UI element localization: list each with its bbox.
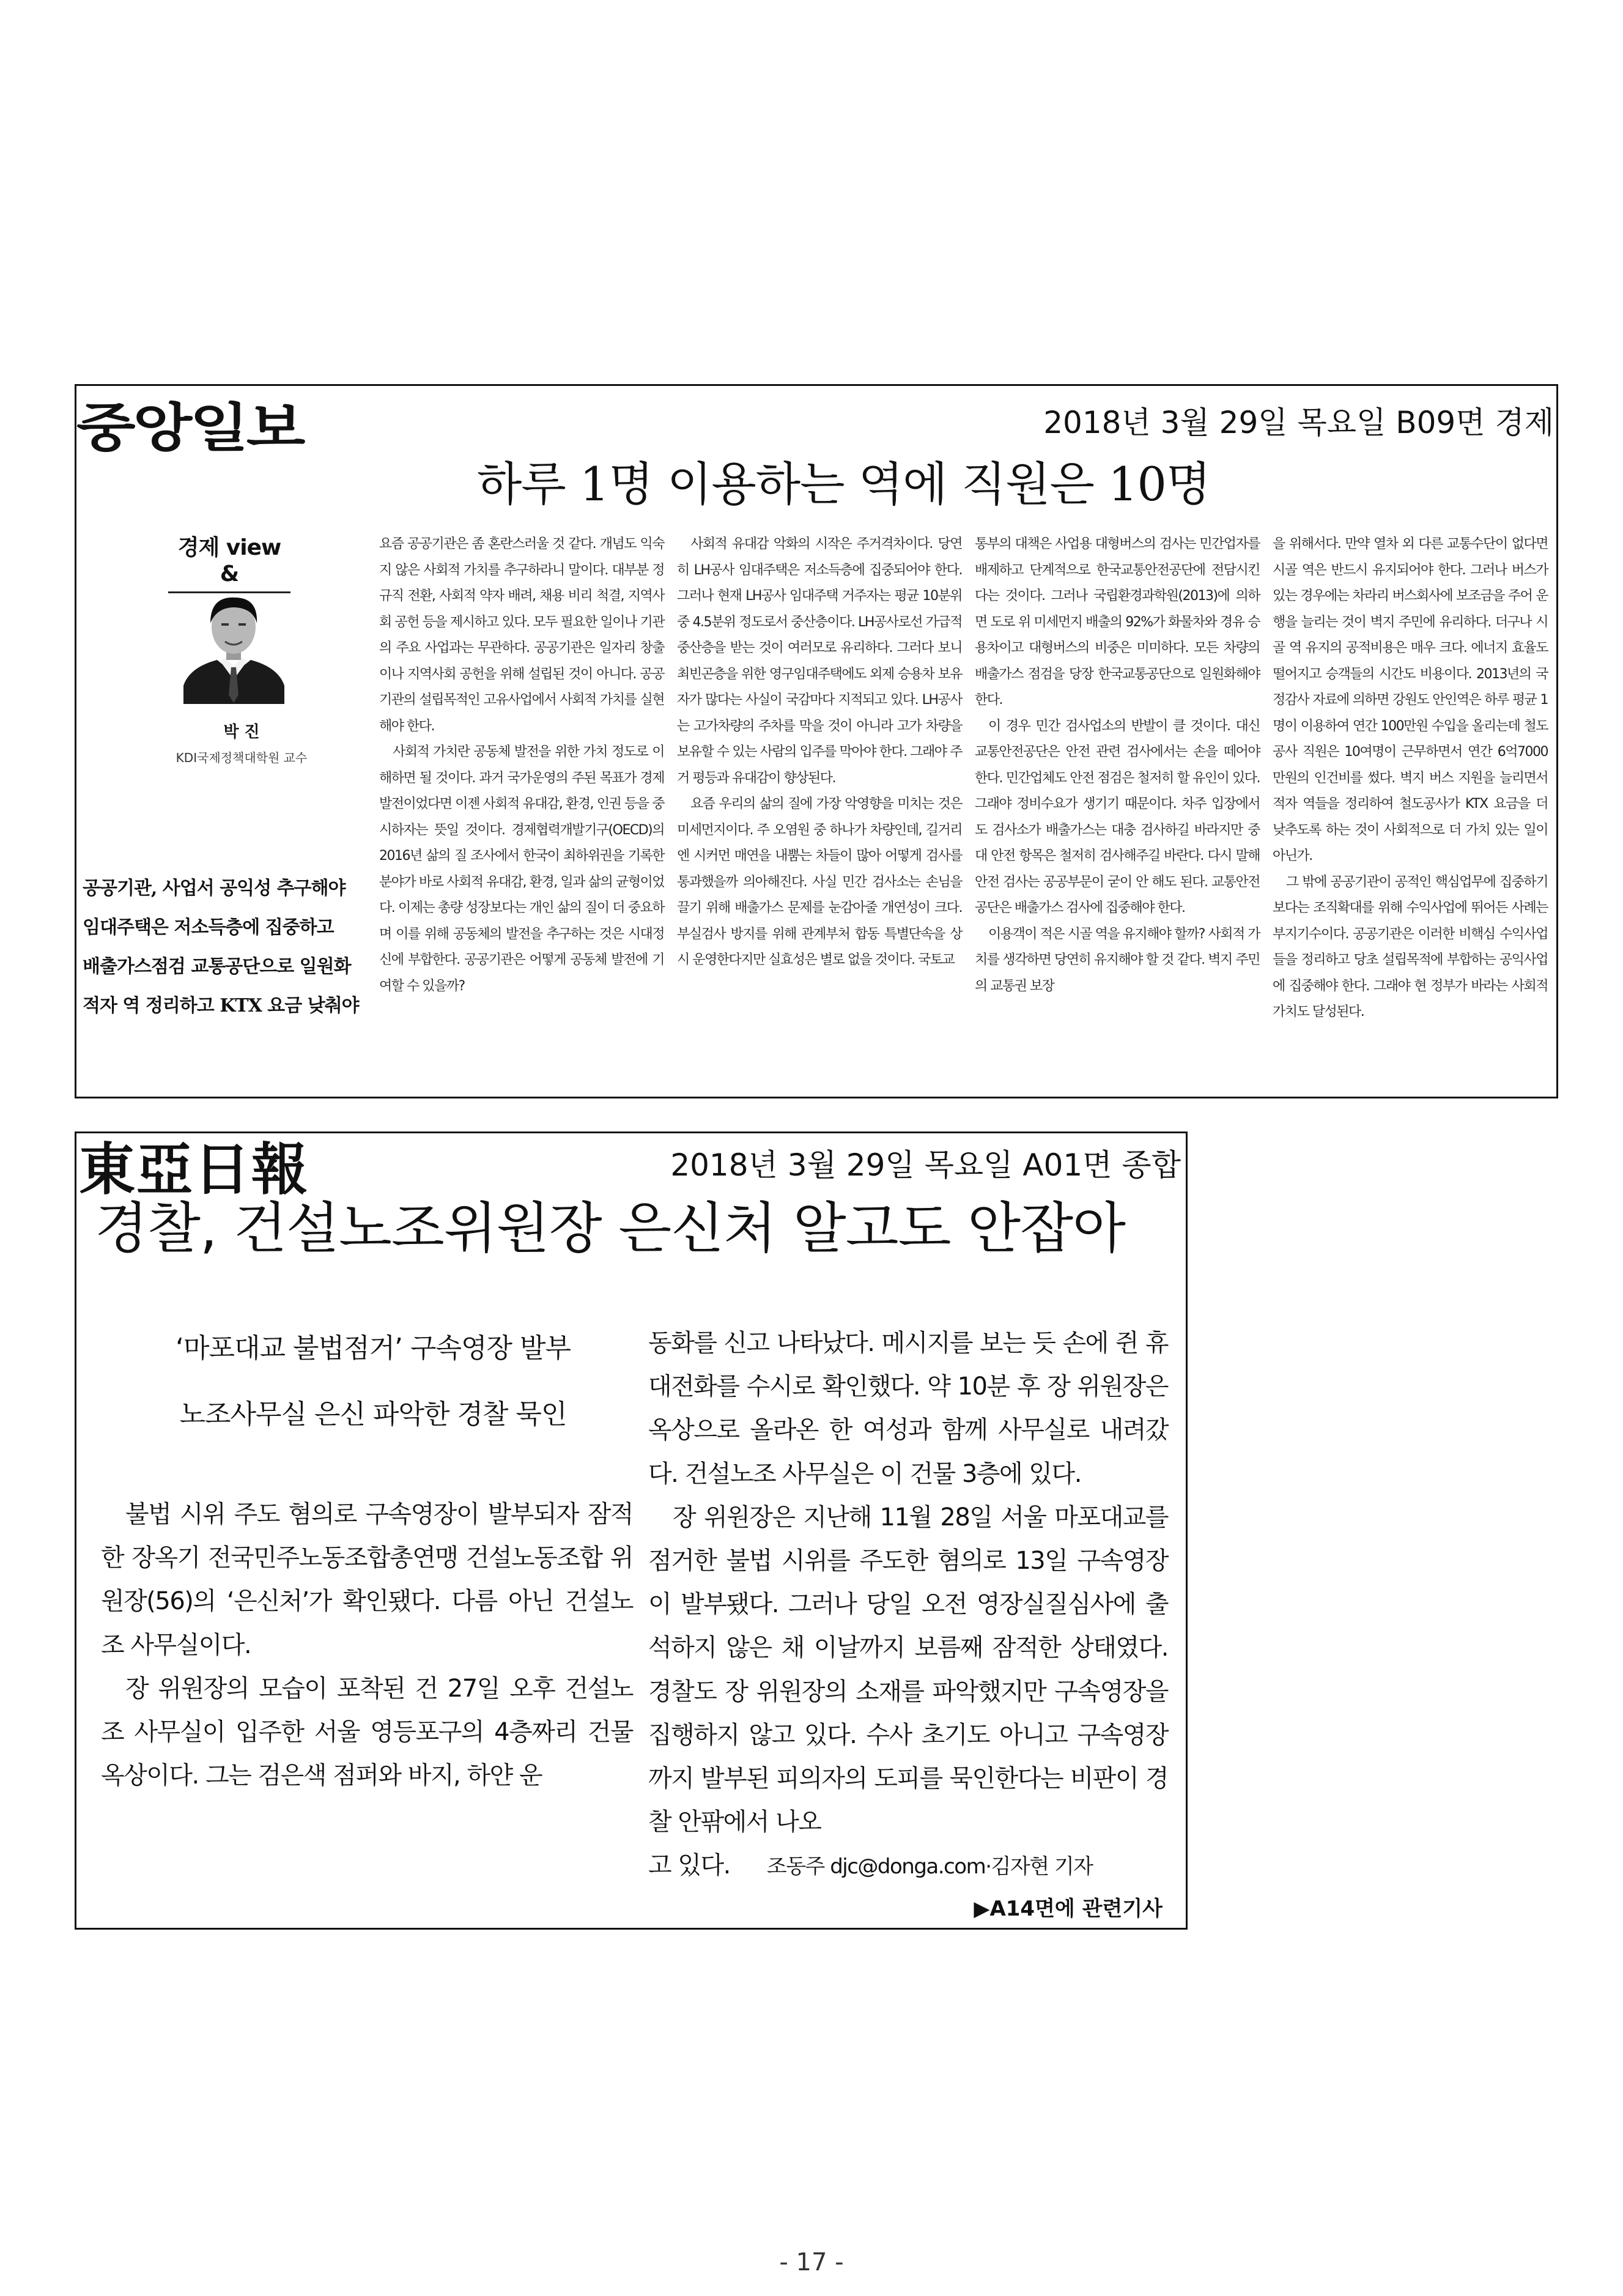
paragraph: 그 밖에 공공기관이 공적인 핵심업무에 집중하기보다는 조직확대를 위해 수익사업에 뛰어든 사례는 부지기수이다. 공공기관은 이러한 비핵심 수익사업들을 정리하고 당초 설립목적에 부합하는 공익사업에 집중해야 한다. 그래야 현 정부가 바라는 사회적 가치도 달성된다.	[1273, 874, 1548, 1020]
subhead-line: 배출가스점검 교통공단으로 일원화	[83, 956, 351, 977]
paragraph: 요즘 공공기관은 좀 혼란스러울 것 같다. 개념도 익숙지 않은 사회적 가치를 추구하라니 말이다. 대부분 정규직 전환, 사회적 약자 배려, 채용 비리 척결, 지역사회 공헌 등을 제시하고 있다. 모두 필요한 일이나 기관의 주요 사업과는 무관하다. 공공기관은 일자리 창출이나 지역사회 공헌을 위해 설립된 것이 아니다. 공공기관의 설립목적인 고유사업에서 사회적 가치를 실현해야 한다.	[379, 536, 664, 734]
column-series-label: 경제 view &	[168, 530, 290, 593]
article-subheads	[83, 869, 376, 1026]
subhead-line: 임대주택은 저소득층에 집중하고	[83, 917, 334, 938]
deck-line: ‘마포대교 불법점거’ 구속영장 발부	[176, 1333, 571, 1364]
article-column-4	[1273, 531, 1548, 1026]
page-number: - 17 -	[779, 2248, 844, 2276]
paragraph: 불법 시위 주도 혐의로 구속영장이 발부되자 잠적한 장옥기 전국민주노동조합총연맹 건설노동조합 위원장(56)의 ‘은신처’가 확인됐다. 다름 아닌 건설노조 사무실이다.	[101, 1500, 633, 1659]
related-article-link[interactable]: ▶A14면에 관련기사	[974, 1897, 1163, 1921]
joongang-clipping	[75, 384, 1558, 1098]
paragraph: 통부의 대책은 사업용 대형버스의 검사는 민간업자를 배제하고 단계적으로 한국교통안전공단에 전담시킨다는 것이다. 그러나 국립환경과학원(2013)에 의하면 도로 위 미세먼지 배출의 92%가 화물차와 경유 승용차이고 대형버스의 비중은 미미하다. 모든 차량의 배출가스 점검을 당장 한국교통공단으로 일원화해야 한다.	[975, 536, 1260, 708]
paragraph: 이용객이 적은 시골 역을 유지해야 할까? 사회적 가치를 생각하면 당연히 유지해야 할 것 같다. 벽지 주민의 교통권 보장	[975, 926, 1260, 994]
byline-text: 조동주 djc@donga.com·김자현 기자	[766, 1854, 1093, 1879]
article-column-3	[975, 531, 1260, 999]
donga-headline: 경찰, 건설노조위원장 은신처 알고도 안잡아	[95, 1196, 1125, 1261]
donga-masthead: 東亞日報	[79, 1136, 309, 1202]
author-credit	[138, 719, 346, 766]
paragraph: 이 경우 민간 검사업소의 반발이 클 것이다. 대신 교통안전공단은 안전 관련 검사에서는 손을 떼어야 한다. 민간업체도 안전 점검은 철저히 할 유인이 있다. 그래야 정비수요가 생기기 때문이다. 차주 입장에서도 검사소가 배출가스는 대충 검사하길 바라지만 중대 안전 항목은 철저히 검사해주길 바란다. 다시 말해 안전 검사는 공공부문이 굳이 안 해도 된다. 교통안전공단은 배출가스 검사에 집중해야 한다.	[975, 718, 1260, 916]
paragraph: 장 위원장은 지난해 11월 28일 서울 마포대교를 점거한 불법 시위를 주도한 혐의로 13일 구속영장이 발부됐다. 그러나 당일 오전 영장실질심사에 출석하지 않은 채 이날까지 보름째 잠적한 상태였다. 경찰도 장 위원장의 소재를 파악했지만 구속영장을 집행하지 않고 있다. 수사 초기도 아니고 구속영장까지 발부된 피의자의 도피를 묵인한다는 비판이 경찰 안팎에서 나오	[648, 1503, 1168, 1837]
donga-clipping	[75, 1131, 1188, 1930]
paragraph: 요즘 우리의 삶의 질에 가장 악영향을 미치는 것은 미세먼지이다. 주 오염원 중 하나가 차량인데, 길거리엔 시커먼 매연을 내뿜는 차들이 많아 어떻게 검사를 통과했을까 의아해진다. 사실 민간 검사소는 손님을 끌기 위해 배출가스 문제를 눈감아줄 개연성이 크다. 부실검사 방지를 위해 관계부처 합동 특별단속을 상시 운영한다지만 실효성은 별로 없을 것이다. 국토교	[677, 796, 962, 968]
paragraph: 사회적 가치란 공동체 발전을 위한 가치 정도로 이해하면 될 것이다. 과거 국가운영의 주된 목표가 경제발전이었다면 이젠 사회적 유대감, 환경, 인권 등을 중시하자는 뜻일 것이다. 경제협력개발기구(OECD)의 2016년 삶의 질 조사에서 한국이 최하위권을 기록한 분야가 바로 사회적 유대감, 환경, 일과 삶의 균형이었다. 이제는 총량 성장보다는 개인 삶의 질이 더 중요하며 이를 위해 공동체의 발전을 추구하는 것은 시대정신에 부합한다. 공공기관은 어떻게 공동체 발전에 기여할 수 있을까?	[379, 744, 664, 994]
donga-dateline: 2018년 3월 29일 목요일 A01면 종합	[670, 1147, 1181, 1183]
article-column-1	[379, 531, 664, 999]
joongang-dateline: 2018년 3월 29일 목요일 B09면 경제	[1043, 405, 1554, 440]
author-name: 박 진	[223, 723, 260, 741]
subhead-line: 적자 역 정리하고 KTX 요금 낮춰야	[83, 995, 359, 1017]
paragraph: 장 위원장의 모습이 포착된 건 27일 오후 건설노조 사무실이 입주한 서울 영등포구의 4층짜리 건물 옥상이다. 그는 검은색 점퍼와 바지, 하얀 운	[101, 1674, 633, 1790]
closing-text: 고 있다.	[648, 1851, 730, 1880]
joongang-headline: 하루 1명 이용하는 역에 직원은 10명	[477, 457, 1211, 511]
paragraph: 을 위해서다. 만약 열차 외 다른 교통수단이 없다면 시골 역은 반드시 유지되어야 한다. 그러나 버스가 있는 경우에는 차라리 버스회사에 보조금을 주어 운행을 늘리는 것이 벽지 주민에 유리하다. 더구나 시골 역 유지의 공적비용은 매우 크다. 에너지 효율도 떨어지고 승객들의 시간도 비용이다. 2013년의 국정감사 자료에 의하면 강원도 안인역은 하루 평균 1명이 이용하여 연간 100만원 수입을 올리는데 철도공사 직원은 10여명이 근무하면서 연간 6억7000만원의 인건비를 썼다. 벽지 버스 지원을 늘리면서 적자 역들을 정리하여 철도공사가 KTX 요금을 더 낮추도록 하는 것이 사회적으로 더 가치 있는 일이 아닌가.	[1273, 536, 1548, 864]
author-affiliation: KDI국제정책대학원 교수	[176, 750, 308, 765]
article-column-right	[648, 1322, 1168, 1889]
paragraph: 사회적 유대감 악화의 시작은 주거격차이다. 당연히 LH공사 임대주택은 저소득층에 집중되어야 한다. 그러나 현재 LH공사 임대주택 거주자는 평균 10분위 중 4.5분위 정도로서 중산층이다. LH공사로선 가급적 중산층을 받는 것이 여러모로 유리하다. 그러다 보니 최빈곤층을 위한 영구임대주택에도 외제 승용차 보유자가 많다는 사실이 국감마다 지적되고 있다. LH공사는 고가차량의 주차를 막을 것이 아니라 고가 차량을 보유할 수 있는 사람의 입주를 막아야 한다. 그래야 주거 평등과 유대감이 향상된다.	[677, 536, 962, 786]
article-column-left	[101, 1493, 633, 1798]
author-portrait	[183, 588, 284, 704]
subhead-line: 공공기관, 사업서 공익성 추구해야	[83, 878, 346, 899]
deck-line: 노조사무실 은신 파악한 경찰 묵인	[179, 1399, 567, 1430]
paragraph: 동화를 신고 나타났다. 메시지를 보는 듯 손에 쥔 휴대전화를 수시로 확인했다. 약 10분 후 장 위원장은 옥상으로 올라온 한 여성과 함께 사무실로 내려갔다. 건설노조 사무실은 이 건물 3층에 있다.	[648, 1329, 1168, 1488]
article-deck	[107, 1316, 639, 1448]
article-byline	[648, 1844, 1168, 1889]
joongang-masthead: 중앙일보	[76, 396, 303, 459]
article-column-2	[677, 531, 962, 974]
